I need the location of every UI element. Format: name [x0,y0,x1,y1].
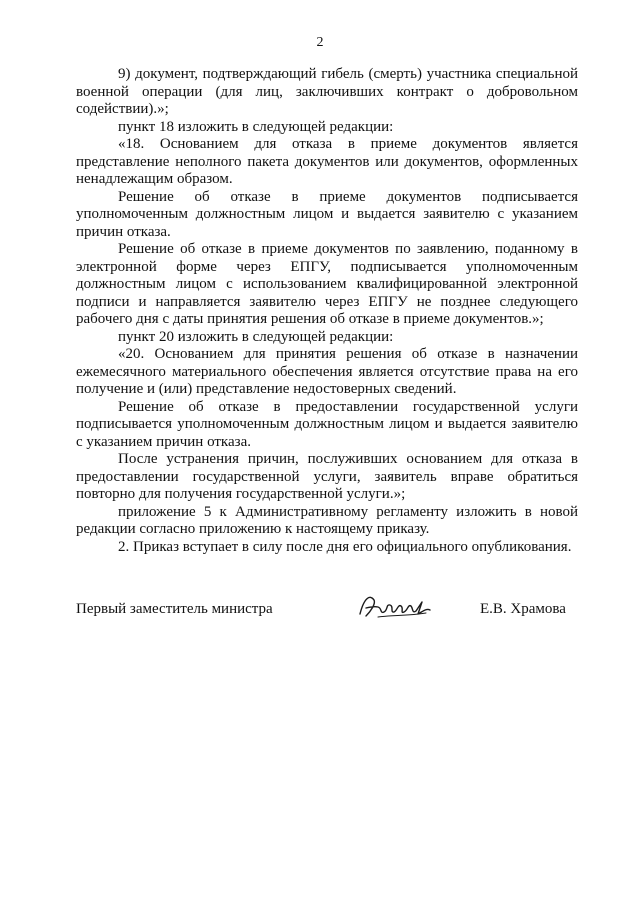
paragraph-appendix-5: приложение 5 к Административному регламенту изложить в новой редакции согласно приложению к настоящему приказу. [76,503,578,537]
paragraph-electronic-refusal: Решение об отказе в приеме документов по заявлению, поданному в электронной форме через ЕПГУ, подписывается уполномоченным должностным лицом с использованием квалифицированной электронной подписи и направляется заявителю через ЕПГУ не позднее следующего рабочего дня с даты принятия решения об отказе в приеме документов.»; [76,241,578,327]
paragraph-item-9: 9) документ, подтверждающий гибель (смерть) участника специальной военной операции (для лиц, заключивших контракт о добровольном содействии).»; [76,66,578,117]
paragraph-point-18-intro: пункт 18 изложить в следующей редакции: [118,118,394,135]
handwritten-signature [356,590,436,624]
page-number: 2 [316,35,324,50]
paragraph-point-18-text: «18. Основанием для отказа в приеме документов является представление неполного пакета документов или документов, оформленных ненадлежащим образом. [76,136,578,187]
paragraph-refusal-signing: Решение об отказе в приеме документов подписывается уполномоченным должностным лицом и выдается заявителю с указанием причин отказа. [76,188,578,240]
signature-block [76,596,576,626]
signatory-position: Первый заместитель министра [76,601,273,617]
signatory-name: Е.В. Храмова [480,601,566,617]
document-body [76,66,578,556]
paragraph-service-refusal: Решение об отказе в предоставлении государственной услуги подписывается уполномоченным должностным лицом и выдается заявителю с указанием причин отказа. [76,398,578,450]
paragraph-point-20-text: «20. Основанием для принятия решения об отказе в назначении ежемесячного материального обеспечения является отсутствие права на его получение и (или) представление недостоверных сведений. [76,346,578,397]
paragraph-reapply: После устранения причин, послуживших основанием для отказа в предоставлении государственной услуги, заявитель вправе обратиться повторно для получения государственной услуги.»; [76,451,578,502]
paragraph-point-20-intro: пункт 20 изложить в следующей редакции: [118,328,394,345]
paragraph-effective-date: 2. Приказ вступает в силу после дня его официального опубликования. [118,538,572,555]
